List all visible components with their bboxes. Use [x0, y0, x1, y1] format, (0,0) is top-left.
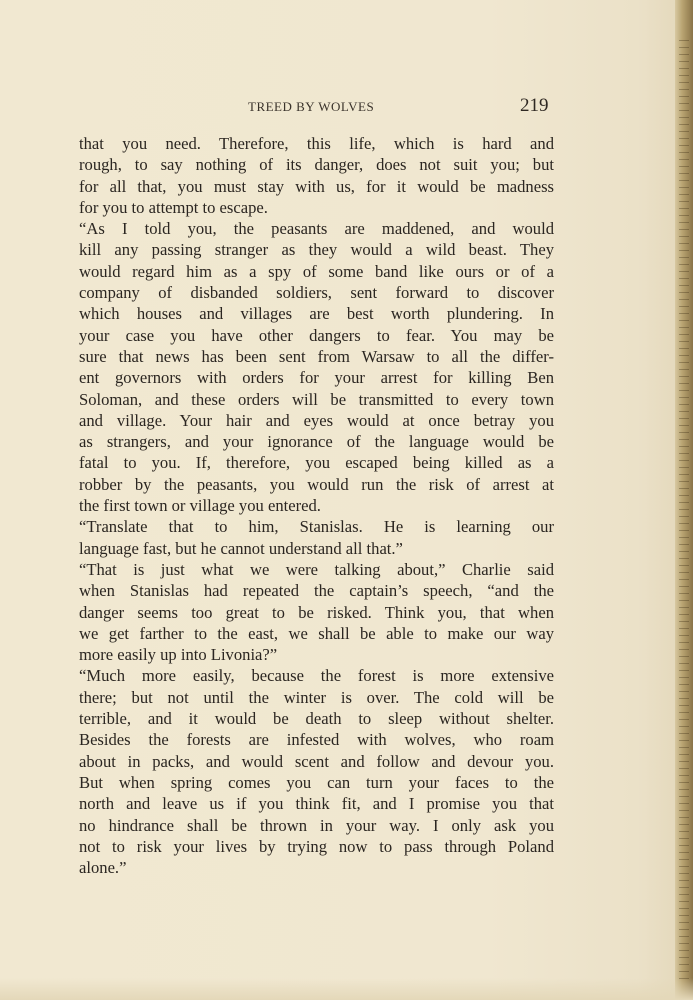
text-line: more easily up into Livonia?” [79, 645, 278, 665]
text-line: which houses and villages are best worth plundering. In [79, 304, 554, 324]
text-line: Besides the forests are infested with wolves, who roam [79, 730, 554, 750]
text-line: company of disbanded soldiers, sent forward to discover [79, 283, 554, 303]
text-line: north and leave us if you think fit, and I promise you that [79, 794, 554, 814]
text-line: not to risk your lives by trying now to pass through Poland [79, 836, 554, 856]
text-line: when Stanislas had repeated the captain’s speech, “and the [79, 581, 554, 601]
text-line: that you need. Therefore, this life, which is hard and [79, 134, 554, 153]
text-line: alone.” [79, 858, 127, 878]
text-line: terrible, and it would be death to sleep without shelter. [79, 709, 554, 729]
text-line: would regard him as a spy of some band like ours or of a [79, 261, 554, 281]
text-line: Soloman, and these orders will be transmitted to every town [79, 389, 554, 409]
text-line: “Much more easily, because the forest is more extensive [79, 666, 554, 686]
page-number: 219 [520, 95, 549, 116]
text-line: ent governors with orders for your arrest for killing Ben [79, 368, 554, 388]
text-line: kill any passing stranger as they would a wild beast. They [79, 240, 554, 260]
text-line: your case you have other dangers to fear. You may be [79, 325, 554, 345]
body-text [79, 133, 554, 878]
text-line: about in packs, and would scent and follow and devour you. [79, 751, 554, 771]
text-line: danger seems too great to be risked. Think you, that when [79, 602, 554, 622]
running-title: TREED BY WOLVES [248, 99, 375, 114]
text-line: no hindrance shall be thrown in your way. I only ask you [79, 815, 554, 835]
text-line: “That is just what we were talking about,” Charlie said [79, 559, 554, 579]
text-line: we get farther to the east, we shall be able to make our way [79, 623, 554, 643]
text-line: for you to attempt to escape. [79, 197, 268, 217]
text-line: as strangers, and your ignorance of the language would be [79, 432, 554, 452]
page-bottom-shadow [0, 978, 693, 1000]
text-line: But when spring comes you can turn your faces to the [79, 772, 554, 792]
text-line: fatal to you. If, therefore, you escaped being killed as a [79, 453, 554, 473]
running-header [0, 95, 693, 119]
text-line: “As I told you, the peasants are maddened, and would [79, 219, 554, 239]
text-line: “Translate that to him, Stanislas. He is learning our [79, 517, 554, 537]
text-line: robber by the peasants, you would run the risk of arrest at [79, 474, 554, 494]
text-line: language fast, but he cannot understand all that.” [79, 538, 403, 558]
text-line: there; but not until the winter is over. The cold will be [79, 687, 554, 707]
book-spine-edge [675, 0, 693, 1000]
text-line: sure that news has been sent from Warsaw to all the differ- [79, 346, 554, 366]
text-line: rough, to say nothing of its danger, does not suit you; but [79, 155, 554, 175]
text-line: the first town or village you entered. [79, 496, 321, 516]
text-line: and village. Your hair and eyes would at once betray you [79, 410, 554, 430]
page-edges [679, 40, 689, 980]
text-line: for all that, you must stay with us, for it would be madness [79, 176, 554, 196]
